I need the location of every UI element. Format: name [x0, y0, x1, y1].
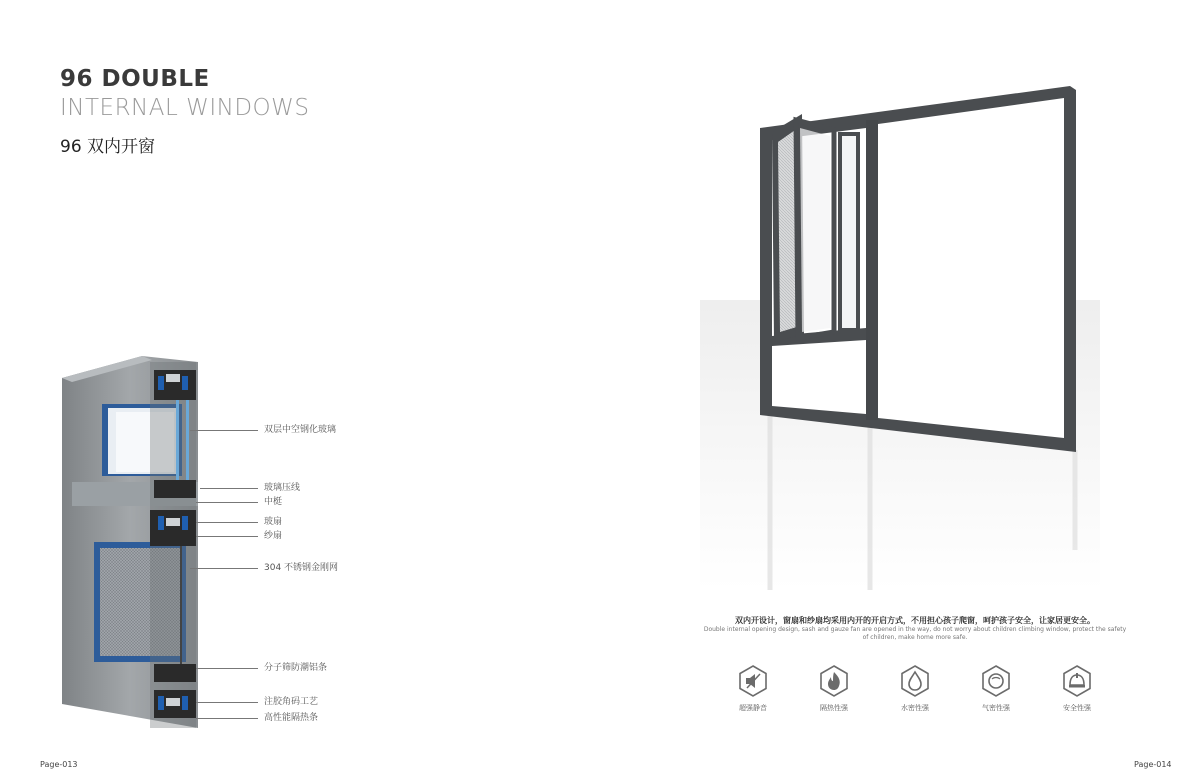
- callout-label-corner-joint: 注胶角码工艺: [264, 697, 319, 707]
- callout-line: [196, 522, 258, 523]
- page-title-chinese: 96 双内开窗: [60, 137, 156, 157]
- callout-label-insulated-glass: 双层中空钢化玻璃: [264, 425, 337, 435]
- feature-description-chinese: 双内开设计，窗扇和纱扇均采用内开的开启方式，不用担心孩子爬窗，呵护孩子安全，让家居更安全。: [735, 616, 1095, 625]
- callout-label-steel-mesh: 304 不锈钢金刚网: [264, 563, 339, 573]
- page-subtitle: INTERNAL WINDOWS: [60, 95, 310, 121]
- callout-label-mullion: 中梃: [264, 497, 283, 507]
- feature-heat-insulation: [804, 664, 864, 713]
- page-number-right: Page-014: [1134, 760, 1172, 769]
- callout-label-screen-sash: 纱扇: [264, 531, 283, 541]
- callout-line: [196, 702, 258, 703]
- water-drop-icon: [898, 664, 932, 698]
- callout-label-glass-sash: 玻扇: [264, 517, 283, 527]
- window-product-illustration: [700, 70, 1100, 590]
- feature-label: 隔热性强: [820, 704, 848, 712]
- sound-mute-icon: [736, 664, 770, 698]
- feature-label: 水密性强: [901, 704, 929, 712]
- callout-label-spacer-bar: 分子筛防潮铝条: [264, 663, 328, 673]
- callout-label-thermal-break: 高性能隔热条: [264, 713, 319, 723]
- callout-line: [196, 668, 258, 669]
- flame-icon: [817, 664, 851, 698]
- feature-label: 安全性强: [1063, 704, 1091, 712]
- callout-line: [190, 568, 258, 569]
- feature-water-tightness: [885, 664, 945, 713]
- feature-safety: [1047, 664, 1107, 713]
- callout-line: [190, 430, 258, 431]
- callout-line: [200, 488, 258, 489]
- feature-sound-insulation: [723, 664, 783, 713]
- air-tight-icon: [979, 664, 1013, 698]
- safety-helmet-icon: [1060, 664, 1094, 698]
- feature-air-tightness: [966, 664, 1026, 713]
- window-cross-section-illustration: [58, 352, 208, 732]
- callout-line: [196, 502, 258, 503]
- callout-line: [196, 718, 258, 719]
- callout-line: [196, 536, 258, 537]
- feature-label: 超强静音: [739, 704, 767, 712]
- page-title: 96 DOUBLE: [60, 66, 210, 92]
- page-number-left: Page-013: [40, 760, 78, 769]
- feature-description-english: Double internal opening design, sash and gauze fan are opened in the way, do not worry about children climbing window, protect the safety of children, make home more safe.: [703, 626, 1127, 641]
- callout-label-glass-bead: 玻璃压线: [264, 483, 301, 493]
- feature-label: 气密性强: [982, 704, 1010, 712]
